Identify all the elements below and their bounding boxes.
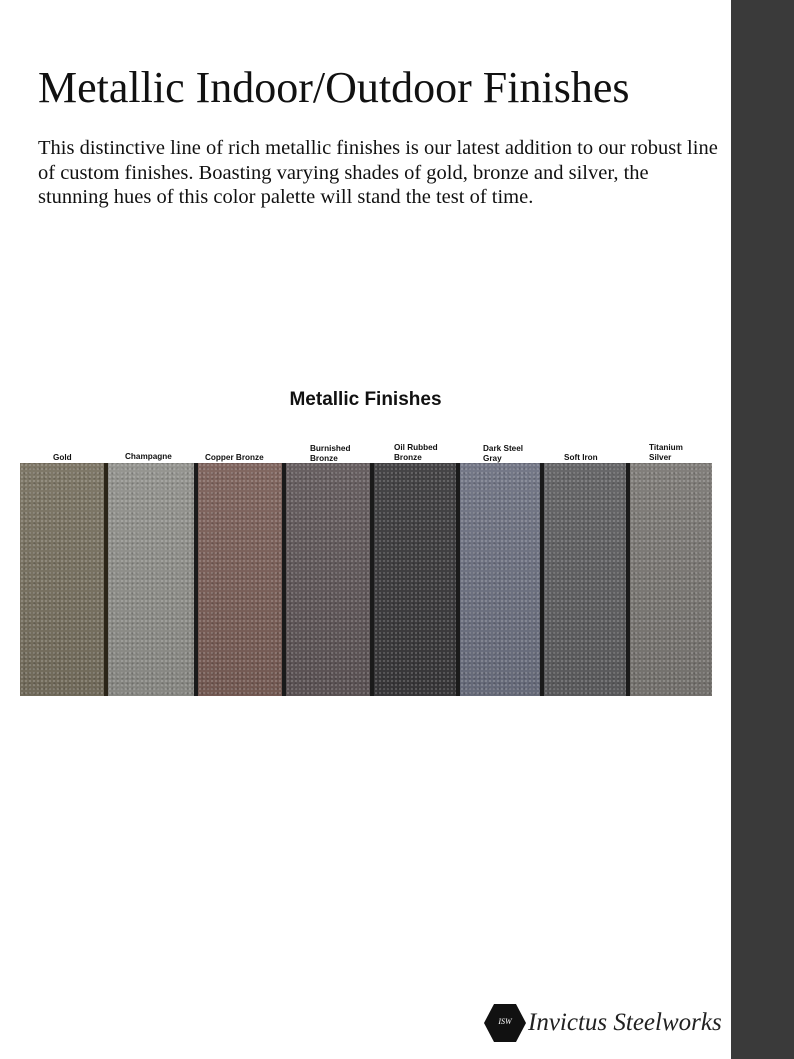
swatch-titanium-silver — [630, 463, 712, 696]
swatch-divider — [282, 463, 286, 696]
swatch-divider — [104, 463, 108, 696]
swatch-burnished-bronze — [286, 463, 370, 696]
swatch-divider — [194, 463, 198, 696]
swatch-label-champagne: Champagne — [125, 452, 172, 461]
page-side-bar — [731, 0, 794, 1059]
swatch-divider — [540, 463, 544, 696]
swatch-label-copper-bronze: Copper Bronze — [205, 453, 264, 462]
swatch-divider — [626, 463, 630, 696]
company-logo — [480, 1001, 730, 1047]
swatch-copper-bronze — [198, 463, 282, 696]
swatch-section-title: Metallic Finishes — [289, 389, 442, 410]
swatch-dark-steel-gray — [460, 463, 540, 696]
logo-badge-text: ISW — [498, 1017, 512, 1026]
swatch-champagne — [108, 463, 194, 696]
intro-paragraph: This distinctive line of rich metallic finishes is our latest addition to our robust line of custom finishes. Boasting varying shades of gold, bronze and silver, the stunning hues of this color palette will stand the test of time. — [38, 137, 718, 208]
swatch-gold — [20, 463, 104, 696]
swatch-divider — [370, 463, 374, 696]
swatch-oil-rubbed-bronze — [374, 463, 456, 696]
swatch-label-titanium-silver: Titanium Silver — [649, 443, 683, 462]
swatch-soft-iron — [544, 463, 626, 696]
page-title: Metallic Indoor/Outdoor Finishes — [38, 63, 630, 112]
swatch-label-oil-rubbed-bronze: Oil Rubbed Bronze — [394, 443, 438, 462]
swatch-label-burnished-bronze: Burnished Bronze — [310, 444, 351, 463]
swatch-label-gold: Gold — [53, 453, 72, 462]
logo-company-name: Invictus Steelworks — [528, 1009, 722, 1036]
swatch-label-soft-iron: Soft Iron — [564, 453, 598, 462]
swatch-divider — [456, 463, 460, 696]
swatch-strip — [20, 463, 712, 696]
swatch-label-dark-steel-gray: Dark Steel Gray — [483, 444, 524, 463]
